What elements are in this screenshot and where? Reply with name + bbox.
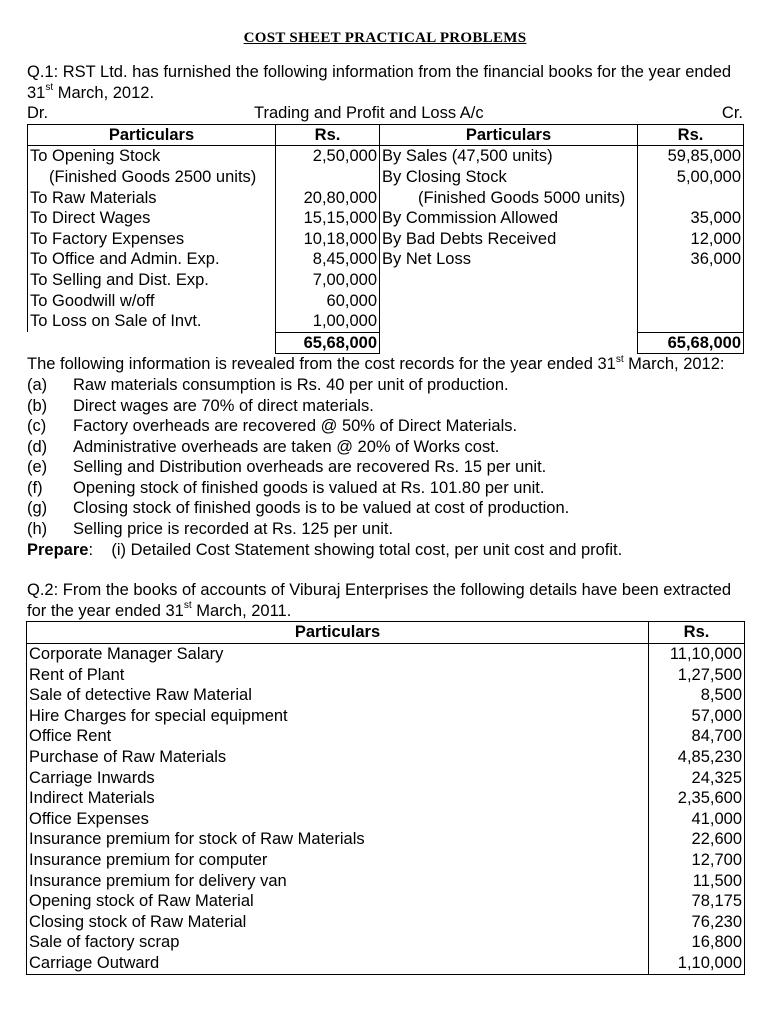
dr-particular: To Factory Expenses — [28, 229, 276, 250]
total-dr: 65,68,000 — [276, 332, 380, 354]
table-row — [28, 249, 744, 270]
amount: 11,10,000 — [649, 644, 745, 665]
amount: 78,175 — [649, 891, 745, 912]
account-heading — [27, 103, 743, 124]
table-row — [27, 953, 745, 974]
q1-intro — [27, 62, 743, 103]
q1-prepare — [27, 540, 743, 561]
list-item — [27, 457, 743, 478]
dr-amount: 7,00,000 — [276, 270, 380, 291]
document-page — [27, 28, 743, 975]
q2-intro-end: March, 2011. — [191, 601, 292, 620]
item-label: (a) — [27, 375, 48, 394]
dr-amount: 20,80,000 — [276, 188, 380, 209]
particular: Indirect Materials — [27, 788, 649, 809]
table-row — [28, 146, 744, 167]
table-row — [28, 291, 744, 312]
item-label: (e) — [27, 458, 48, 477]
table-row — [27, 932, 745, 953]
item-text: Closing stock of finished goods is to be valued at cost of production. — [73, 499, 570, 518]
particular: Insurance premium for computer — [27, 850, 649, 871]
table-row — [27, 768, 745, 789]
dr-amount — [276, 167, 380, 188]
particular: Carriage Inwards — [27, 768, 649, 789]
table-row — [28, 167, 744, 188]
amount: 1,27,500 — [649, 665, 745, 686]
amount: 1,10,000 — [649, 953, 745, 974]
q2-intro-text: Q.2: From the books of accounts of Viburaj Enterprises the following details have been extracted for the year ended 31 — [27, 581, 732, 620]
list-item — [27, 375, 743, 396]
table-row — [27, 644, 745, 665]
q1-intro-text: Q.1: RST Ltd. has furnished the following information from the financial books for the year ended 31 — [27, 63, 732, 102]
total-row — [28, 332, 744, 354]
particular: Office Expenses — [27, 809, 649, 830]
cr-particular: (Finished Goods 5000 units) — [380, 188, 638, 209]
dr-particular: To Raw Materials — [28, 188, 276, 209]
q1-info-sup: st — [615, 353, 624, 365]
dr-amount: 8,45,000 — [276, 249, 380, 270]
q1-info — [27, 354, 743, 375]
item-label: (c) — [27, 417, 47, 436]
table-row — [27, 747, 745, 768]
particular: Closing stock of Raw Material — [27, 912, 649, 933]
table-row — [28, 270, 744, 291]
table-row — [28, 188, 744, 209]
item-text: Administrative overheads are taken @ 20% of Works cost. — [73, 437, 500, 456]
expenses-table — [26, 621, 745, 974]
particular: Office Rent — [27, 726, 649, 747]
amount: 41,000 — [649, 809, 745, 830]
account-title: Trading and Profit and Loss A/c — [254, 104, 484, 123]
table-row — [27, 665, 745, 686]
q1-info-list — [27, 375, 743, 540]
cr-particular: By Sales (47,500 units) — [380, 146, 638, 167]
particular: Sale of detective Raw Material — [27, 685, 649, 706]
cr-amount: 36,000 — [638, 249, 744, 270]
table-row — [27, 788, 745, 809]
amount: 84,700 — [649, 726, 745, 747]
dr-amount: 1,00,000 — [276, 311, 380, 332]
amount: 12,700 — [649, 850, 745, 871]
amount: 16,800 — [649, 932, 745, 953]
header-rs-cr: Rs. — [638, 124, 744, 146]
cr-particular: By Bad Debts Received — [380, 229, 638, 250]
dr-particular: To Selling and Dist. Exp. — [28, 270, 276, 291]
item-label: (d) — [27, 437, 48, 456]
particular: Carriage Outward — [27, 953, 649, 974]
table-row — [27, 891, 745, 912]
cr-amount — [638, 188, 744, 209]
item-label: (b) — [27, 396, 48, 415]
cr-particular: By Net Loss — [380, 249, 638, 270]
dr-particular: To Opening Stock — [28, 146, 276, 167]
dr-particular: To Direct Wages — [28, 208, 276, 229]
table-header-row — [28, 124, 744, 146]
q2-intro-sup: st — [183, 600, 192, 612]
amount: 11,500 — [649, 871, 745, 892]
dr-particular: To Office and Admin. Exp. — [28, 249, 276, 270]
amount: 22,600 — [649, 829, 745, 850]
cr-particular — [380, 311, 638, 332]
q1-intro-end: March, 2012. — [53, 83, 155, 102]
particular: Hire Charges for special equipment — [27, 706, 649, 727]
header-particulars-cr: Particulars — [380, 124, 638, 146]
cr-amount — [638, 291, 744, 312]
particular: Purchase of Raw Materials — [27, 747, 649, 768]
list-item — [27, 396, 743, 417]
header-rs-dr: Rs. — [276, 124, 380, 146]
item-text: Factory overheads are recovered @ 50% of Direct Materials. — [73, 417, 518, 436]
table-row — [27, 726, 745, 747]
cr-amount — [638, 311, 744, 332]
q1-intro-sup: st — [45, 82, 54, 94]
particular: Corporate Manager Salary — [27, 644, 649, 665]
amount: 8,500 — [649, 685, 745, 706]
cr-amount: 59,85,000 — [638, 146, 744, 167]
cr-particular — [380, 270, 638, 291]
table-row — [28, 311, 744, 332]
prepare-label: Prepare — [27, 540, 89, 559]
particular: Sale of factory scrap — [27, 932, 649, 953]
list-item — [27, 478, 743, 499]
q1-info-text: The following information is revealed from the cost records for the year ended 31 — [27, 355, 616, 374]
cr-particular: By Commission Allowed — [380, 208, 638, 229]
item-text: Opening stock of finished goods is valued at Rs. 101.80 per unit. — [73, 478, 545, 497]
total-blank — [28, 332, 276, 354]
page-title: COST SHEET PRACTICAL PROBLEMS — [243, 30, 527, 46]
table-row — [27, 685, 745, 706]
cr-amount: 12,000 — [638, 229, 744, 250]
dr-amount: 60,000 — [276, 291, 380, 312]
list-item — [27, 437, 743, 458]
particular: Opening stock of Raw Material — [27, 891, 649, 912]
amount: 2,35,600 — [649, 788, 745, 809]
item-label: (h) — [27, 520, 48, 539]
dr-amount: 15,15,000 — [276, 208, 380, 229]
item-text: Raw materials consumption is Rs. 40 per unit of production. — [73, 375, 509, 394]
item-text: Selling price is recorded at Rs. 125 per unit. — [73, 520, 394, 539]
item-label: (g) — [27, 499, 48, 518]
section-gap — [27, 560, 743, 580]
header-particulars-dr: Particulars — [28, 124, 276, 146]
prepare-text: : (i) Detailed Cost Statement showing total cost, per unit cost and profit. — [88, 540, 623, 559]
table-row — [27, 871, 745, 892]
dr-particular: To Loss on Sale of Invt. — [28, 311, 276, 332]
amount: 76,230 — [649, 912, 745, 933]
header-particulars: Particulars — [27, 622, 649, 644]
table-row — [27, 829, 745, 850]
item-text: Selling and Distribution overheads are recovered Rs. 15 per unit. — [73, 458, 547, 477]
trading-account-table — [27, 124, 744, 355]
table-row — [27, 809, 745, 830]
list-item — [27, 416, 743, 437]
dr-amount: 10,18,000 — [276, 229, 380, 250]
header-rs: Rs. — [649, 622, 745, 644]
q1-info-end: March, 2012: — [623, 355, 725, 374]
amount: 24,325 — [649, 768, 745, 789]
dr-label: Dr. — [27, 104, 49, 123]
table-row — [27, 850, 745, 871]
cr-amount — [638, 270, 744, 291]
dr-particular: (Finished Goods 2500 units) — [28, 167, 276, 188]
list-item — [27, 498, 743, 519]
cr-amount: 5,00,000 — [638, 167, 744, 188]
amount: 4,85,230 — [649, 747, 745, 768]
table-row — [28, 208, 744, 229]
dr-amount: 2,50,000 — [276, 146, 380, 167]
table-row — [28, 229, 744, 250]
amount: 57,000 — [649, 706, 745, 727]
item-text: Direct wages are 70% of direct materials. — [73, 396, 374, 415]
cr-particular: By Closing Stock — [380, 167, 638, 188]
table-row — [27, 706, 745, 727]
list-item — [27, 519, 743, 540]
particular: Insurance premium for delivery van — [27, 871, 649, 892]
table-row — [27, 912, 745, 933]
table-header-row — [27, 622, 745, 644]
total-blank — [380, 332, 638, 354]
dr-particular: To Goodwill w/off — [28, 291, 276, 312]
particular: Insurance premium for stock of Raw Materials — [27, 829, 649, 850]
total-cr: 65,68,000 — [638, 332, 744, 354]
q2-intro — [27, 580, 743, 621]
cr-label: Cr. — [721, 104, 743, 123]
particular: Rent of Plant — [27, 665, 649, 686]
cr-particular — [380, 291, 638, 312]
item-label: (f) — [27, 478, 43, 497]
cr-amount: 35,000 — [638, 208, 744, 229]
